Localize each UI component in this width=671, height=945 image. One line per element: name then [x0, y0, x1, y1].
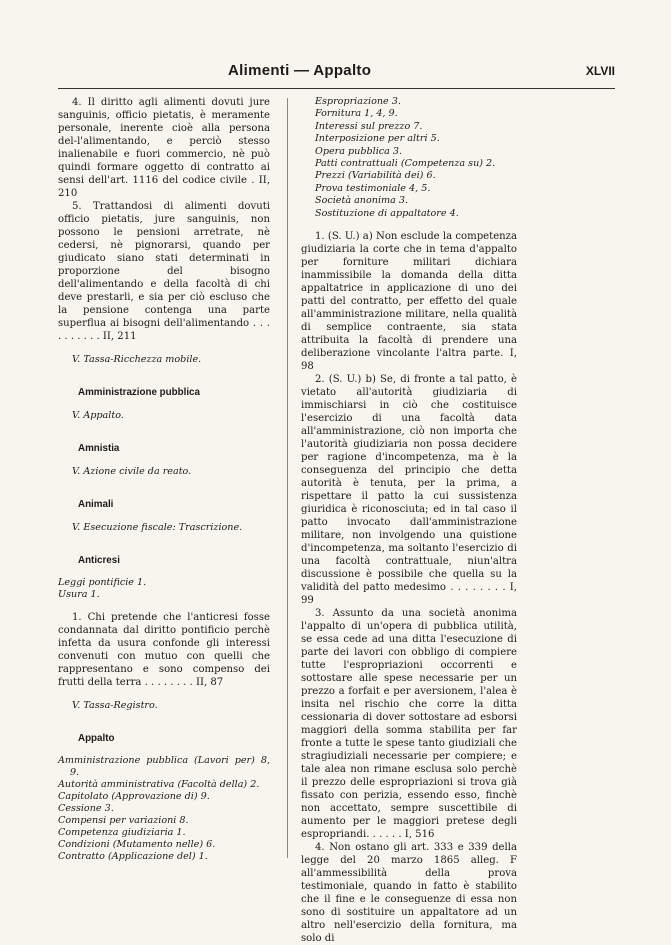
index-entry: Usura 1.	[58, 589, 100, 600]
appalto-paragraph-1: 1. (S. U.) a) Non esclude la competenza giudiziaria la corte che in tema d'appalto per forniture militari dichiara inammissibile la domanda della ditta appaltatrice in applicazione di uno dei patti del contratto, per effetto del quale all'amministrazione militare, nella qualità di semplice contraente, sia stata attribuita la facoltà di prendere una deliberazione vincolante l'altra parte. I, 98	[301, 231, 517, 373]
index-entry: Espropriazione 3.	[315, 96, 401, 107]
section-title-appalto: Appalto	[78, 733, 115, 744]
index-entry: Interessi sul prezzo 7.	[315, 120, 423, 132]
see-also-text: V. Tassa-Ricchezza mobile.	[72, 354, 202, 365]
see-also-text: V. Appalto.	[72, 410, 124, 421]
right-column	[301, 96, 517, 945]
alimenti-paragraph-5: 5. Trattandosi di alimenti dovuti officio pietatis, jure sanguinis, non possono le pensioni arretrate, nè cedersi, nè pignorarsi, quando per giudicato siano stati determinati in proporzione del bisogno dell'alimentando e della facoltà di chi deve prestarli, e sia per ciò escluso che la pensione contenga una parte superflua ai bisogni dell'alimentando . . . . . . . . . . II, 211	[58, 201, 270, 342]
section-title-amnistia: Amnistia	[78, 443, 120, 454]
appalto-paragraph-3: 3. Assunto da una società anonima l'appalto di un'opera di pubblica utilità, se essa cede ad una ditta l'esecuzione di parte dei lavori con obbligo di compiere tutte l'espropriazioni occorrenti e sottostare alle spese necessarie per un prezzo a forfait e per aversionem, l'alea è insita nel rischio che corre la ditta cessionaria di dover sottostare ad esborsi maggiori della somma stabilita per far fronte a tutte le spese tanto giudiziali che stragiudiziali necessarie per compiere; e tale alea non rimane esclusa solo perchè il prezzo delle espropriazioni si trova già fissato con perizia, essendo esso, finchè non accettato, sempre suscettibile di aumento per le maggiori pretese degli espropriandi. . . . . . I, 516	[301, 608, 517, 841]
anticresi-paragraph-1: 1. Chi pretende che l'anticresi fosse condannata dal diritto pontificio perchè infetta da usura confonde gli interessi convenuti con mutuo con quelli che rappresentano e sono compenso dei frutti della terra . . . . . . . . II, 87	[58, 612, 270, 688]
index-entry: Patti contrattuali (Competenza su) 2.	[315, 158, 496, 170]
index-entry: Sostituzione di appaltatore 4.	[315, 207, 459, 219]
index-entry: Interposizione per altri 5.	[315, 133, 440, 145]
index-entry: Cessione 3.	[58, 803, 114, 814]
section-title-anticresi: Anticresi	[78, 555, 120, 566]
appalto-index-right	[301, 96, 517, 220]
index-entry: Leggi pontificie 1.	[58, 577, 147, 588]
header-rule	[58, 88, 615, 89]
see-also-text: V. Esecuzione fiscale: Trascrizione.	[72, 522, 243, 533]
section-title-amministrazione: Amministrazione pubblica	[78, 387, 200, 398]
cross-reference	[58, 465, 270, 478]
anticresi-index	[58, 577, 270, 601]
index-entry: Prova testimoniale 4, 5.	[315, 182, 431, 194]
see-also-text: V. Tassa-Registro.	[72, 700, 158, 711]
index-entry: Fornitura 1, 4, 9.	[315, 108, 398, 120]
index-entry: Competenza giudiziaria 1.	[58, 827, 186, 838]
cross-reference	[58, 699, 270, 712]
appalto-index-left	[58, 755, 270, 863]
index-entry: Prezzi (Variabilità dei) 6.	[315, 170, 436, 182]
cross-reference	[58, 353, 270, 366]
index-entry: Autorità amministrativa (Facoltà della) 2.	[58, 779, 260, 790]
index-entry: Compensi per variazioni 8.	[58, 815, 189, 826]
appalto-paragraph-4: 4. Non ostano gli art. 333 e 339 della legge del 20 marzo 1865 alleg. F all'ammessibilità della prova testimoniale, quando in fatto è stabilito che il fine e le conseguenze di essa non sono di sostituire un appaltatore ad un altro nell'esercizio della fornitura, ma solo di	[301, 842, 517, 945]
index-entry: Condizioni (Mutamento nelle) 6.	[58, 839, 216, 850]
index-entry: Contratto (Applicazione del) 1.	[58, 851, 208, 862]
column-divider	[287, 98, 288, 858]
index-entry: Capitolato (Approvazione di) 9.	[58, 791, 210, 802]
index-entry: Opera pubblica 3.	[315, 145, 403, 157]
cross-reference	[58, 521, 270, 534]
section-title-animali: Animali	[78, 499, 114, 510]
index-entry: Amministrazione pubblica (Lavori per) 8, 9.	[58, 755, 270, 778]
alimenti-paragraph-4: 4. Il diritto agli alimenti dovuti jure sanguinis, officio pietatis, è meramente personale, inerente cioè alla persona del-l'alimentando, e perciò stesso inalienabile e fuori commercio, nè può quindi formare oggetto di contratto ai sensi dell'art. 1116 del codice civile . II, 210	[58, 97, 270, 199]
left-column	[58, 96, 270, 863]
appalto-paragraph-2: 2. (S. U.) b) Se, di fronte a tal patto, è vietato all'autorità giudiziaria di immischiarsi in ciò che costituisce l'esercizio di una facoltà data all'amministrazione, ciò non importa che l'autorità giudiziaria non possa decidere per ragione d'incompetenza, ma è la conseguenza del principio che detta autorità è tenuta, per la prima, a rispettare il patto la cui sussistenza giuridica è riconosciuta; ed in tal caso il patto invocato dall'amministrazione militare, non involgendo una quistione d'incompetenza, ma soltanto l'esercizio di una facoltà contrattuale, niun'altra discussione è possibile che quella su la validità del patto medesimo . . . . . . . . I, 99	[301, 374, 517, 607]
page-header-title: Alimenti — Appalto	[228, 62, 372, 79]
page-number: XLVII	[585, 64, 615, 78]
see-also-text: V. Azione civile da reato.	[72, 466, 192, 477]
index-entry: Società anonima 3.	[315, 195, 409, 207]
cross-reference	[58, 409, 270, 422]
